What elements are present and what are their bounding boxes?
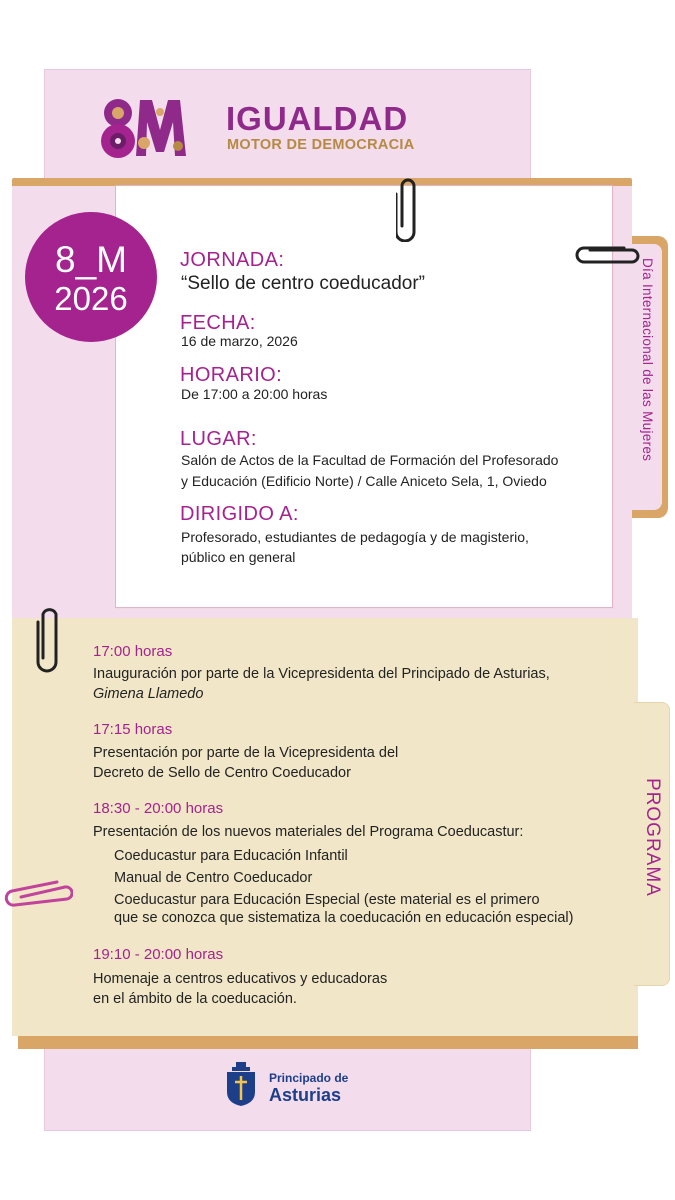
- asturias-shield-icon: [225, 1062, 257, 1106]
- program-text-4a: Homenaje a centros educativos y educadoras: [93, 971, 388, 987]
- program-tab-label: [641, 778, 663, 902]
- footer-org-line1: Principado de: [269, 1071, 349, 1085]
- speaker-name: Gimena Llamedo: [93, 686, 204, 702]
- horario-value: De 17:00 a 20:00 horas: [181, 386, 328, 402]
- paperclip-icon: [36, 604, 62, 674]
- paperclip-icon: [574, 243, 642, 267]
- program-time-1: 17:00 horas: [93, 643, 173, 660]
- fecha-label: FECHA:: [180, 312, 256, 334]
- lugar-label: LUGAR:: [180, 428, 257, 450]
- program-text-2b: Decreto de Sello de Centro Coeducador: [93, 765, 351, 781]
- program-text-2a: Presentación por parte de la Vicepresidenta del: [93, 745, 399, 761]
- program-text-1a: Inauguración por parte de la Vicepresidenta del Principado de Asturias,: [93, 666, 550, 682]
- date-badge: [25, 212, 157, 342]
- dirigido-value-line1: Profesorado, estudiantes de pedagogía y de magisterio,: [181, 529, 529, 545]
- side-tab-text: Día Internacional de las Mujeres: [640, 258, 655, 462]
- program-subitem-2: Manual de Centro Coeducador: [114, 870, 313, 886]
- program-folder-edge: [18, 1036, 638, 1049]
- paperclip-icon: [396, 176, 420, 242]
- logo-title: IGUALDAD: [226, 100, 409, 137]
- logo-subtitle: MOTOR DE DEMOCRACIA: [227, 137, 415, 153]
- program-tab-text: PROGRAMA: [642, 778, 663, 897]
- program-text-4b: en el ámbito de la coeducación.: [93, 991, 297, 1007]
- lugar-value-line1: Salón de Actos de la Facultad de Formación del Profesorado: [181, 452, 559, 468]
- side-tab-label: [640, 258, 662, 498]
- lugar-value-line2: y Educación (Edificio Norte) / Calle Aniceto Sela, 1, Oviedo: [181, 473, 547, 489]
- badge-line2: 2026: [54, 280, 128, 317]
- program-time-4: 19:10 - 20:00 horas: [93, 946, 224, 963]
- 8m-logo-icon: [96, 96, 196, 158]
- program-subitem-3a: Coeducastur para Educación Especial (este material es el primero: [114, 892, 540, 908]
- dirigido-label: DIRIGIDO A:: [180, 503, 299, 525]
- program-subitem-1: Coeducastur para Educación Infantil: [114, 848, 348, 864]
- fecha-value: 16 de marzo, 2026: [181, 333, 298, 349]
- footer-org-line2: Asturias: [269, 1085, 342, 1105]
- program-time-3: 18:30 - 20:00 horas: [93, 800, 224, 817]
- pink-paperclip-icon: [3, 878, 73, 908]
- dirigido-value-line2: público en general: [181, 549, 296, 565]
- program-text-3: Presentación de los nuevos materiales del Programa Coeducastur:: [93, 824, 524, 840]
- program-time-2: 17:15 horas: [93, 721, 173, 738]
- horario-label: HORARIO:: [180, 364, 283, 386]
- jornada-value: “Sello de centro coeducador”: [181, 273, 425, 294]
- program-subitem-3b: que se conozca que sistematiza la coeducación en educación especial): [114, 910, 574, 926]
- jornada-label: JORNADA:: [180, 249, 285, 271]
- program-text-1b: [93, 684, 203, 705]
- badge-line1: 8_M: [55, 239, 127, 280]
